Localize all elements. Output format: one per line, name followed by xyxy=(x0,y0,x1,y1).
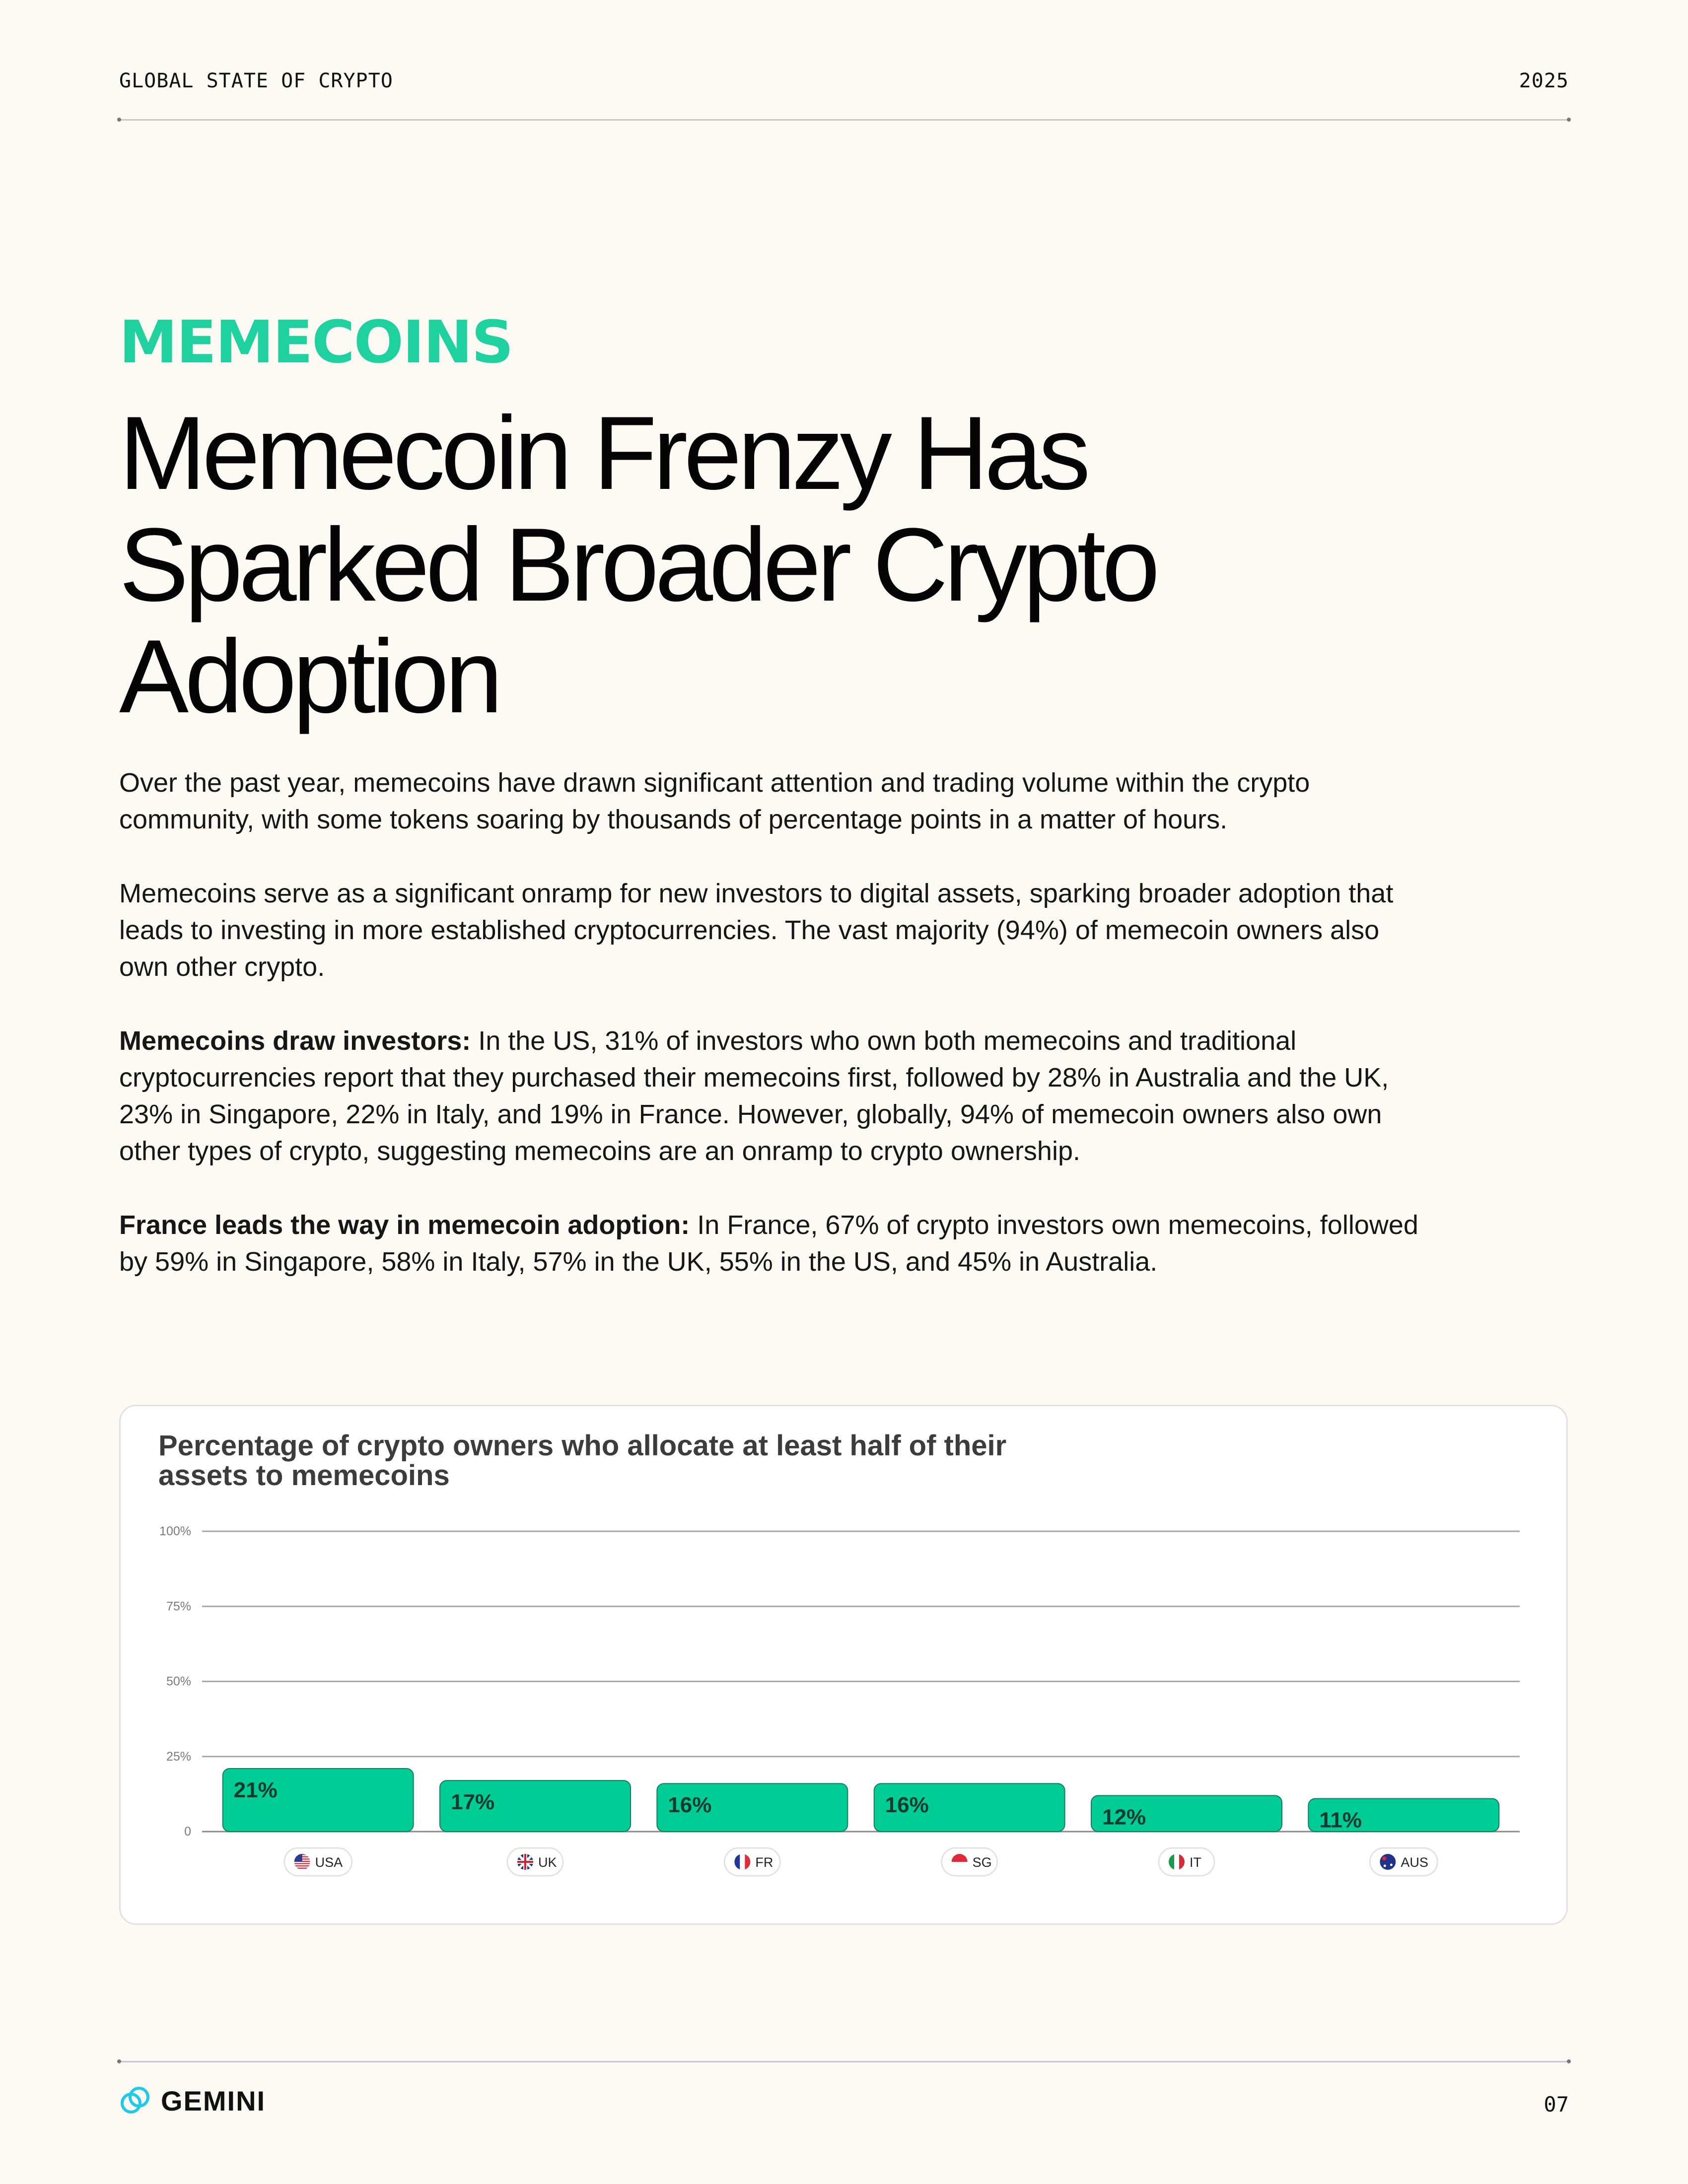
bar-value-label: 17% xyxy=(451,1790,495,1815)
bar-value-label: 21% xyxy=(233,1777,278,1802)
y-tick-label: 0 xyxy=(184,1825,191,1839)
category-label: FR xyxy=(755,1855,774,1870)
page-number: 07 xyxy=(1544,2092,1569,2116)
page-title xyxy=(119,395,1460,735)
section-label: MEMECOINS xyxy=(119,308,513,376)
category-label: AUS xyxy=(1401,1855,1428,1870)
bar-value-label: 16% xyxy=(885,1793,929,1818)
body-text xyxy=(119,764,1420,1317)
gemini-logo-icon xyxy=(119,2085,151,2117)
brand-logo xyxy=(119,2085,266,2117)
footer-divider xyxy=(119,2061,1569,2062)
bar-value-label: 16% xyxy=(668,1793,712,1818)
paragraph xyxy=(119,1207,1420,1280)
title-line: Memecoin Frenzy Has xyxy=(119,395,1087,511)
category-label: UK xyxy=(538,1855,557,1870)
singapore-flag-icon xyxy=(952,1854,968,1870)
bar-value-label: 11% xyxy=(1319,1808,1362,1833)
y-tick-label: 50% xyxy=(166,1674,191,1689)
brand-name: GEMINI xyxy=(161,2085,266,2116)
australia-flag-icon xyxy=(1380,1854,1396,1870)
title-line: Sparked Broader Crypto xyxy=(119,506,1156,623)
paragraph: Over the past year, memecoins have drawn significant attention and trading volume within the crypto community, with some tokens soaring by thousands of percentage points in a matter of hours. xyxy=(119,768,1310,834)
italy-flag-icon xyxy=(1169,1854,1185,1870)
report-title: GLOBAL STATE OF CRYPTO xyxy=(119,69,393,92)
y-tick-label: 100% xyxy=(159,1524,191,1538)
y-tick-label: 25% xyxy=(166,1749,191,1764)
paragraph-text: In the US, 31% of investors who own both memecoins and traditional cryptocurrencies report that they purchased their memecoins first, followed by 28% in Australia and the UK, 23% in Singapore, 22% in Italy, and 19% in France. However, globally, 94% of memecoin owners also own other types of crypto, suggesting memecoins are an onramp to crypto ownership. xyxy=(119,1026,1389,1166)
category-label: USA xyxy=(315,1855,343,1870)
chart-card xyxy=(119,1405,1568,1925)
category-label: IT xyxy=(1190,1855,1201,1870)
header-divider xyxy=(119,119,1569,121)
category-pill xyxy=(1159,1848,1214,1876)
chart-title: Percentage of crypto owners who allocate at least half of their assets to memecoins xyxy=(158,1430,1007,1492)
report-year: 2025 xyxy=(1519,69,1569,92)
y-tick-label: 75% xyxy=(166,1599,191,1614)
title-line: Adoption xyxy=(119,618,499,735)
paragraph xyxy=(119,1023,1420,1169)
paragraph-lead: France leads the way in memecoin adoption: xyxy=(119,1210,690,1240)
france-flag-icon xyxy=(734,1854,750,1870)
bar-value-label: 12% xyxy=(1102,1805,1146,1830)
paragraph-text: In France, 67% of crypto investors own memecoins, followed by 59% in Singapore, 58% in Italy, 57% in the UK, 55% in the US, and 45% in Australia. xyxy=(119,1210,1418,1277)
paragraph: Memecoins serve as a significant onramp for new investors to digital assets, sparking broader adoption that leads to investing in more established cryptocurrencies. The vast majority (94%) of memecoin owners also own other crypto. xyxy=(119,879,1394,982)
uk-flag-icon xyxy=(517,1854,533,1870)
paragraph-lead: Memecoins draw investors: xyxy=(119,1026,471,1056)
category-label: SG xyxy=(972,1855,992,1870)
bar-chart xyxy=(121,1406,1566,1923)
